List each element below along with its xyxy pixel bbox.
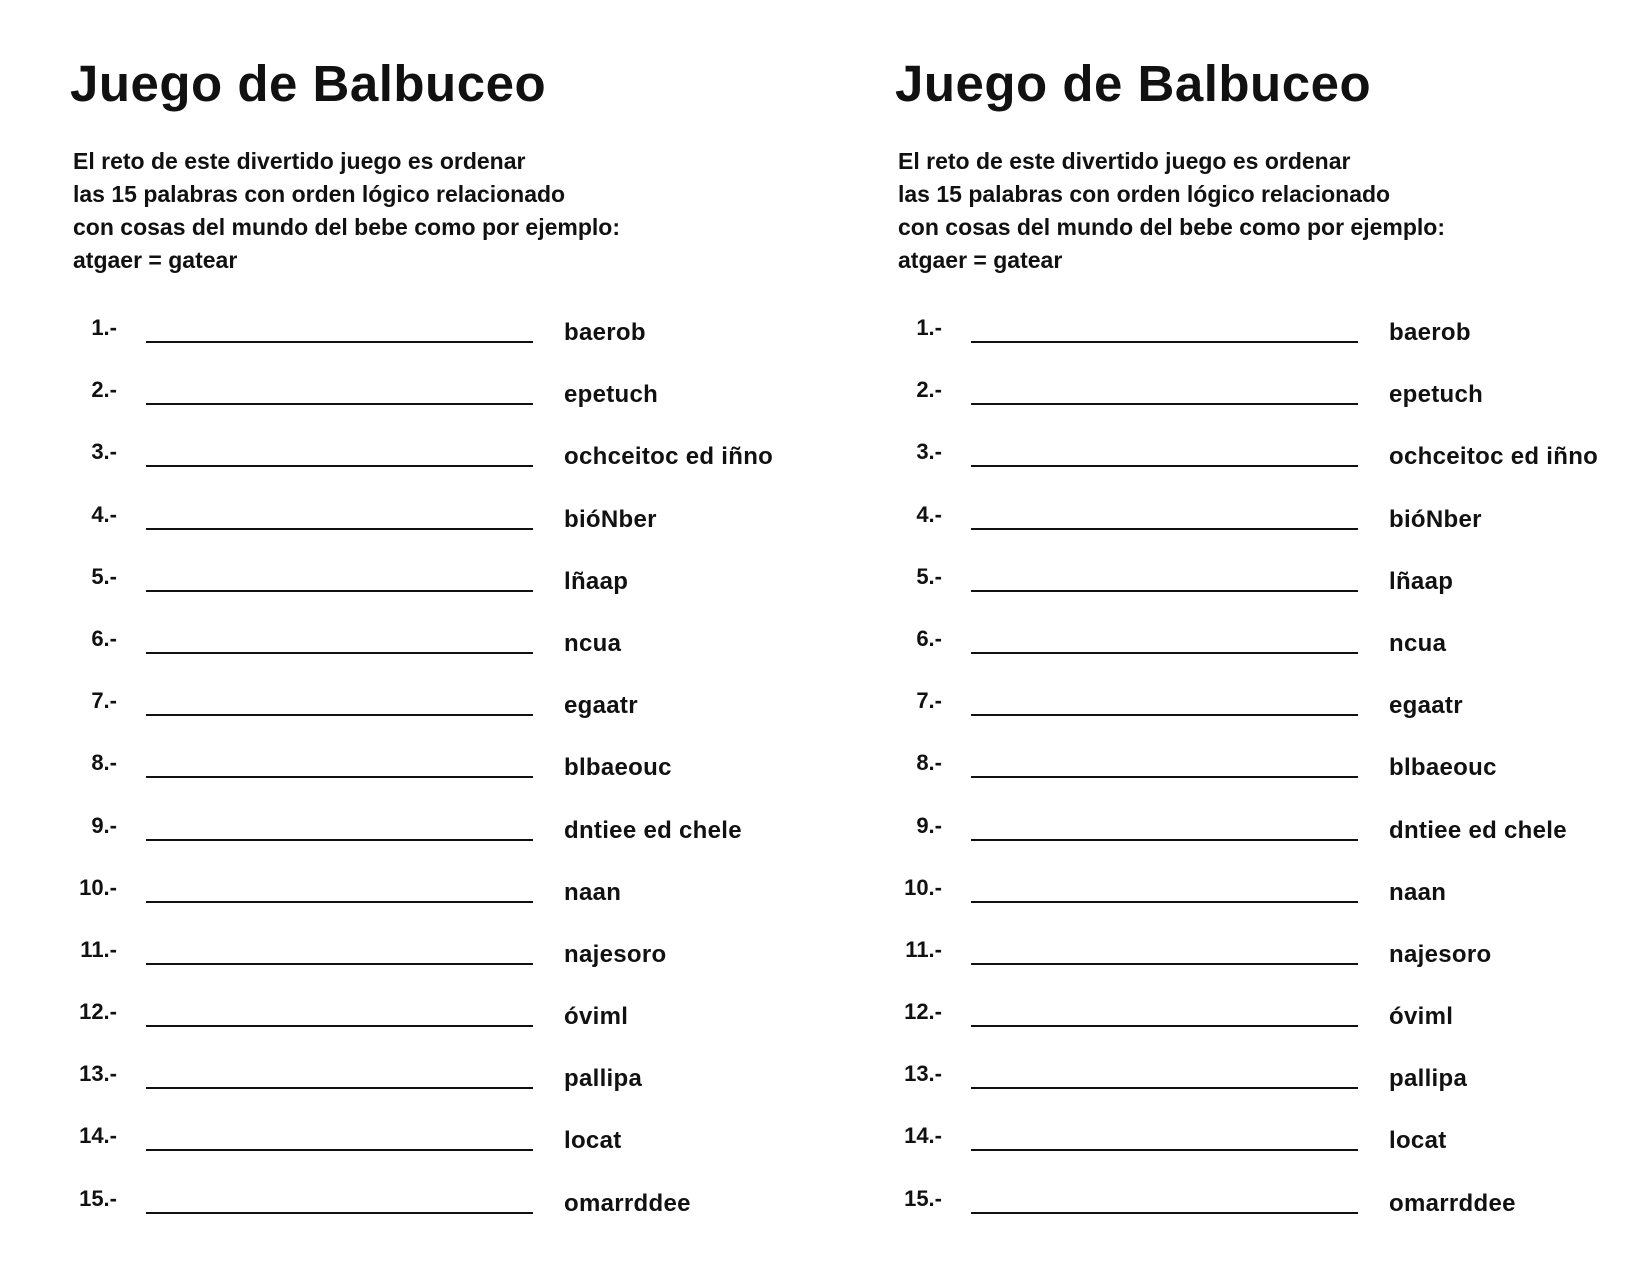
answer-field[interactable] <box>971 1212 1358 1214</box>
answer-field[interactable] <box>971 963 1358 965</box>
instructions <box>898 145 1445 277</box>
instructions-example: atgaer = gatear <box>73 247 238 273</box>
scrambled-word: epetuch <box>1389 381 1484 409</box>
answer-field[interactable] <box>146 839 533 841</box>
item-number: 3.- <box>91 439 117 465</box>
item-number: 5.- <box>916 563 942 589</box>
item-number: 13.- <box>904 1061 942 1087</box>
item-number: 7.- <box>916 688 942 714</box>
scrambled-word: epetuch <box>564 381 659 409</box>
answer-field[interactable] <box>146 901 533 903</box>
list-item <box>0 501 825 566</box>
list-item <box>0 441 825 503</box>
instructions-line: las 15 palabras con orden lógico relacionado <box>898 181 1391 207</box>
answer-field[interactable] <box>971 1087 1358 1089</box>
answer-field[interactable] <box>971 776 1358 778</box>
list-item <box>825 936 1650 1001</box>
answer-field[interactable] <box>971 901 1358 903</box>
list-item <box>0 812 825 877</box>
answer-field[interactable] <box>971 652 1358 654</box>
item-number: 5.- <box>91 563 117 589</box>
item-number: 3.- <box>916 439 942 465</box>
scrambled-word: bióNber <box>564 505 657 533</box>
answer-field[interactable] <box>146 1149 533 1151</box>
item-number: 4.- <box>91 501 117 527</box>
list-item <box>0 690 825 752</box>
worksheet-right <box>825 0 1650 1275</box>
list-item <box>825 501 1650 566</box>
scrambled-word: ncua <box>1389 629 1447 657</box>
scrambled-word: najesoro <box>1389 940 1492 968</box>
answer-field[interactable] <box>971 341 1358 343</box>
item-number: 1.- <box>916 315 942 340</box>
instructions-line: con cosas del mundo del bebe como por ejemplo: <box>73 214 620 240</box>
list-item <box>825 812 1650 877</box>
answer-field[interactable] <box>146 652 533 654</box>
item-number: 7.- <box>91 688 117 714</box>
item-number: 15.- <box>904 1185 942 1211</box>
answer-field[interactable] <box>146 776 533 778</box>
instructions-line: con cosas del mundo del bebe como por ejemplo: <box>898 214 1445 240</box>
answer-field[interactable] <box>971 1149 1358 1151</box>
item-number: 2.- <box>916 377 942 403</box>
list-item <box>825 441 1650 503</box>
answer-field[interactable] <box>146 528 533 530</box>
scrambled-word: lñaap <box>564 567 629 595</box>
item-number: 14.- <box>79 1123 117 1149</box>
item-number: 11.- <box>905 936 942 962</box>
list-item <box>825 874 1650 939</box>
answer-field[interactable] <box>971 1025 1358 1027</box>
scrambled-word: dntiee ed chele <box>1389 816 1567 844</box>
list-item <box>0 936 825 1001</box>
item-number: 11.- <box>80 936 117 962</box>
instructions <box>73 145 620 277</box>
list-item <box>825 1185 1650 1250</box>
answer-field[interactable] <box>146 341 533 343</box>
item-number: 6.- <box>91 625 117 651</box>
item-number: 8.- <box>916 750 942 776</box>
word-list <box>0 317 825 1250</box>
list-item <box>0 1001 825 1063</box>
list-item <box>825 1125 1650 1187</box>
scrambled-word: blbaeouc <box>564 754 672 782</box>
list-item <box>0 752 825 814</box>
item-number: 9.- <box>91 812 117 838</box>
scrambled-word: blbaeouc <box>1389 754 1497 782</box>
list-item <box>825 317 1650 379</box>
list-item <box>0 563 825 628</box>
instructions-line: El reto de este divertido juego es ordenar <box>73 148 526 174</box>
word-list <box>825 317 1650 1250</box>
list-item <box>0 317 825 379</box>
scrambled-word: egaatr <box>564 692 638 720</box>
list-item <box>0 874 825 939</box>
item-number: 6.- <box>916 625 942 651</box>
list-item <box>0 625 825 690</box>
scrambled-word: pallipa <box>1389 1065 1468 1093</box>
scrambled-word: baerob <box>1389 319 1471 346</box>
item-number: 12.- <box>79 999 117 1025</box>
item-number: 8.- <box>91 750 117 776</box>
answer-field[interactable] <box>971 465 1358 467</box>
answer-field[interactable] <box>146 714 533 716</box>
answer-field[interactable] <box>971 403 1358 405</box>
list-item <box>825 690 1650 752</box>
item-number: 13.- <box>79 1061 117 1087</box>
answer-field[interactable] <box>146 403 533 405</box>
instructions-example: atgaer = gatear <box>898 247 1063 273</box>
scrambled-word: ncua <box>564 629 622 657</box>
list-item <box>0 379 825 441</box>
scrambled-word: ochceitoc ed iñno <box>564 443 774 471</box>
item-number: 1.- <box>91 315 117 340</box>
list-item <box>825 1001 1650 1063</box>
scrambled-word: bióNber <box>1389 505 1482 533</box>
instructions-line: El reto de este divertido juego es ordenar <box>898 148 1351 174</box>
answer-field[interactable] <box>146 1087 533 1089</box>
item-number: 10.- <box>79 874 117 900</box>
answer-field[interactable] <box>146 963 533 965</box>
item-number: 9.- <box>916 812 942 838</box>
scrambled-word: locat <box>564 1127 622 1155</box>
list-item <box>825 379 1650 441</box>
answer-field[interactable] <box>971 839 1358 841</box>
list-item <box>0 1185 825 1250</box>
item-number: 14.- <box>904 1123 942 1149</box>
answer-field[interactable] <box>146 1025 533 1027</box>
scrambled-word: omarrddee <box>564 1189 691 1217</box>
list-item <box>0 1063 825 1125</box>
scrambled-word: lñaap <box>1389 567 1454 595</box>
list-item <box>825 625 1650 690</box>
scrambled-word: naan <box>564 878 622 906</box>
scrambled-word: naan <box>1389 878 1447 906</box>
scrambled-word: omarrddee <box>1389 1189 1516 1217</box>
scrambled-word: locat <box>1389 1127 1447 1155</box>
instructions-line: las 15 palabras con orden lógico relacionado <box>73 181 566 207</box>
item-number: 4.- <box>916 501 942 527</box>
item-number: 12.- <box>904 999 942 1025</box>
answer-field[interactable] <box>971 528 1358 530</box>
answer-field[interactable] <box>971 590 1358 592</box>
answer-field[interactable] <box>971 714 1358 716</box>
list-item <box>825 752 1650 814</box>
scrambled-word: dntiee ed chele <box>564 816 742 844</box>
item-number: 10.- <box>904 874 942 900</box>
scrambled-word: egaatr <box>1389 692 1463 720</box>
scrambled-word: baerob <box>564 319 646 346</box>
worksheet-title: Juego de Balbuceo <box>895 55 1372 112</box>
worksheet-title: Juego de Balbuceo <box>70 55 547 112</box>
scrambled-word: pallipa <box>564 1065 643 1093</box>
answer-field[interactable] <box>146 1212 533 1214</box>
list-item <box>0 1125 825 1187</box>
list-item <box>825 1063 1650 1125</box>
answer-field[interactable] <box>146 465 533 467</box>
item-number: 2.- <box>91 377 117 403</box>
scrambled-word: najesoro <box>564 940 667 968</box>
item-number: 15.- <box>79 1185 117 1211</box>
answer-field[interactable] <box>146 590 533 592</box>
scrambled-word: óviml <box>1389 1003 1454 1031</box>
list-item <box>825 563 1650 628</box>
scrambled-word: ochceitoc ed iñno <box>1389 443 1599 471</box>
scrambled-word: óviml <box>564 1003 629 1031</box>
